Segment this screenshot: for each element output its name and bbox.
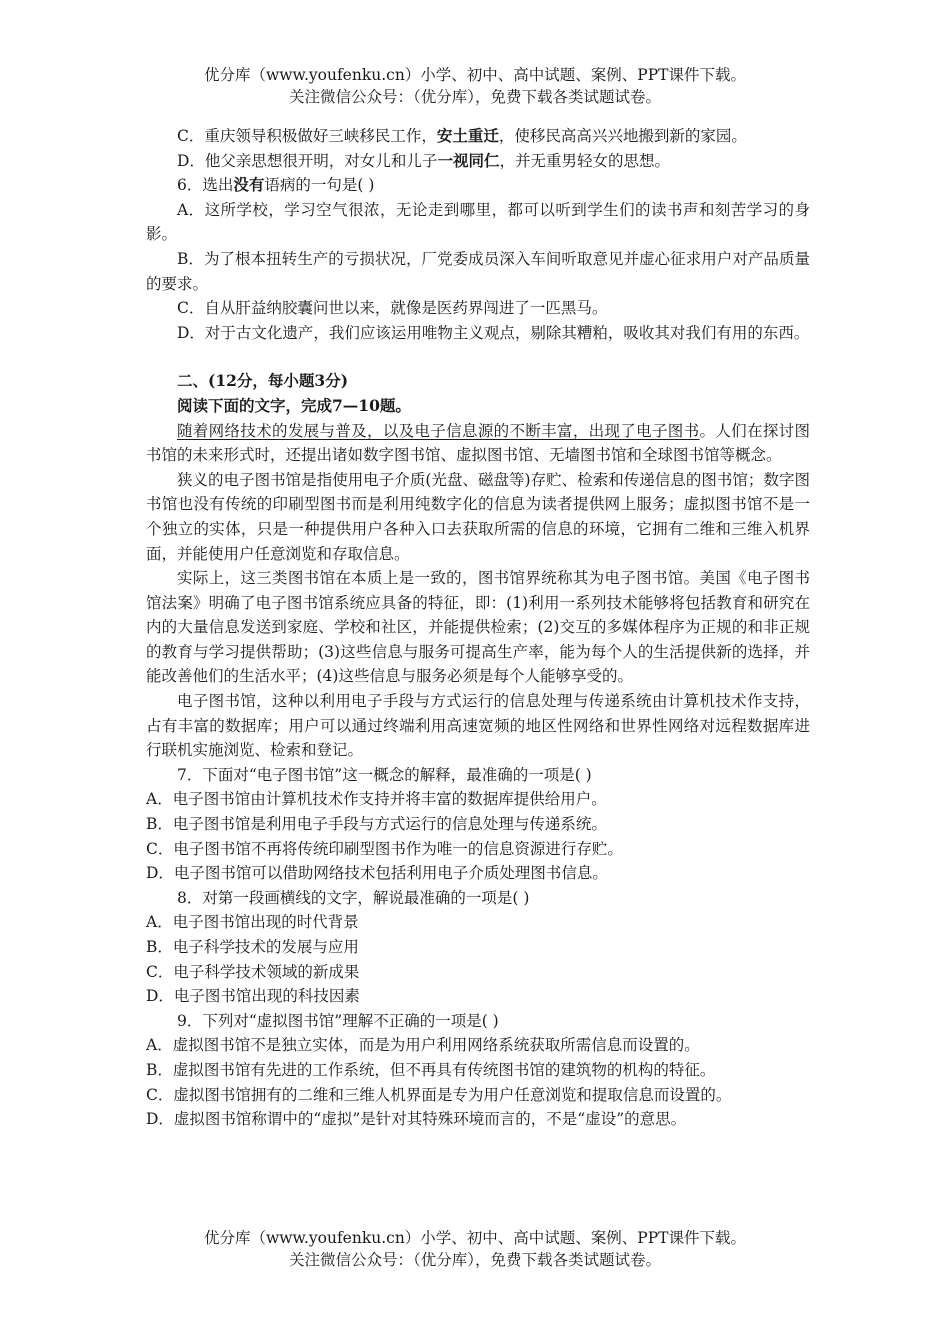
q7-stem: 7．下面对“电子图书馆”这一概念的解释，最准确的一项是( ) (177, 765, 592, 784)
passage-paragraph-1: 随着网络技术的发展与普及，以及电子信息源的不断丰富，出现了电子图书。人们在探讨图书馆的未来形式时，还提出诸如数字图书馆、虚拟图书馆、无墙图书馆和全球图书馆等概念。 (146, 421, 810, 465)
passage-paragraph-2: 狭义的电子图书馆是指使用电子介质(光盘、磁盘等)存贮、检索和传递信息的图书馆；数字图书馆也没有传统的印刷型图书而是利用纯数字化的信息为读者提供网上服务；虚拟图书馆不是一个独立的实体，只是一种提供用户各种入口去获取所需的信息的环境，它拥有二维和三维入机界面，并能使用户任意浏览和存取信息。 (146, 470, 810, 563)
q8-stem: 8．对第一段画横线的文字，解说最准确的一项是( ) (177, 888, 530, 907)
q6-option-c: C．自从肝益纳胶囊问世以来，就像是医药界闯进了一匹黑马。 (177, 299, 608, 318)
q9-option-a: A．虚拟图书馆不是独立实体，而是为用户利用网络系统获取所需信息而设置的。 (146, 1036, 700, 1055)
page-header (0, 64, 950, 108)
header-line-1: 优分库（www.youfenku.cn）小学、初中、高中试题、案例、PPT课件下载。 (203, 66, 747, 84)
q7-option-d: D．电子图书馆可以借助网络技术包括利用电子介质处理图书信息。 (146, 864, 608, 883)
q6-option-a: A．这所学校，学习空气很浓，无论走到哪里，都可以听到学生们的读书声和刻苦学习的身影。 (146, 200, 810, 244)
section-2-title: 二、(12分，每小题3分) (177, 371, 349, 391)
q6-stem: 6．选出没有语病的一句是( ) (177, 175, 375, 195)
q9-stem: 9．下列对“虚拟图书馆”理解不正确的一项是( ) (177, 1011, 499, 1030)
footer-line-2: 关注微信公众号：（优分库），免费下载各类试题试卷。 (288, 1251, 661, 1269)
document-body (146, 124, 810, 1132)
q5-option-d: D．他父亲思想很开明，对女儿和儿子一视同仁，并无重男轻女的思想。 (177, 150, 670, 170)
header-line-2: 关注微信公众号：（优分库），免费下载各类试题试卷。 (288, 88, 661, 106)
q7-option-b: B．电子图书馆是利用电子手段与方式运行的信息处理与传递系统。 (146, 815, 607, 834)
q5-option-c: C．重庆领导积极做好三峡移民工作，安土重迁，使移民高高兴兴地搬到新的家园。 (177, 126, 747, 145)
q8-option-c: C．电子科学技术领域的新成果 (146, 962, 360, 981)
q6-option-d: D．对于古文化遗产，我们应该运用唯物主义观点，剔除其糟粕，吸收其对我们有用的东西。 (177, 323, 810, 342)
q9-option-b: B．虚拟图书馆有先进的工作系统，但不再具有传统图书馆的建筑物的机构的特征。 (146, 1060, 716, 1079)
q6-option-b: B．为了根本扭转生产的亏损状况，厂党委成员深入车间听取意见并虚心征求用户对产品质量的要求。 (146, 249, 810, 293)
q8-option-b: B．电子科学技术的发展与应用 (146, 938, 359, 956)
q9-option-d: D．虚拟图书馆称谓中的“虚拟”是针对其特殊环境而言的，不是“虚设”的意思。 (146, 1110, 687, 1129)
q9-option-c: C．虚拟图书馆拥有的二维和三维人机界面是专为用户任意浏览和提取信息而设置的。 (146, 1085, 732, 1104)
section-2-instruction: 阅读下面的文字，完成7—10题。 (177, 395, 411, 415)
q8-option-a: A．电子图书馆出现的时代背景 (146, 913, 359, 932)
underlined-sentence: 随着网络技术的发展与普及，以及电子信息源的不断丰富，出现了电子图书 (177, 421, 700, 440)
passage-paragraph-3: 实际上，这三类图书馆在本质上是一致的，图书馆界统称其为电子图书馆。美国《电子图书馆法案》明确了电子图书馆系统应具备的特征，即：(1)利用一系列技术能够将包括教育和研究在内的大量信息发送到家庭、学校和社区，并能提供检索；(2)交互的多媒体程序为正规的和非正规的教育与学习提供帮助；(3)这些信息与服务可提高生产率，能为每个人的生活提供新的选择，并能改善他们的生活水平；(4)这些信息与服务必须是每个人能够享受的。 (146, 569, 810, 686)
q8-option-d: D．电子图书馆出现的科技因素 (146, 987, 360, 1006)
passage-paragraph-4: 电子图书馆，这种以利用电子手段与方式运行的信息处理与传递系统由计算机技术作支持，占有丰富的数据库；用户可以通过终端利用高速宽频的地区性网络和世界性网络对远程数据库进行联机实施浏览、检索和登记。 (146, 692, 810, 760)
q7-option-a: A．电子图书馆由计算机技术作支持并将丰富的数据库提供给用户。 (146, 790, 607, 809)
q7-option-c: C．电子图书馆不再将传统印刷型图书作为唯一的信息资源进行存贮。 (146, 839, 623, 858)
footer-line-1: 优分库（www.youfenku.cn）小学、初中、高中试题、案例、PPT课件下载。 (203, 1229, 747, 1247)
page-footer (0, 1227, 950, 1271)
